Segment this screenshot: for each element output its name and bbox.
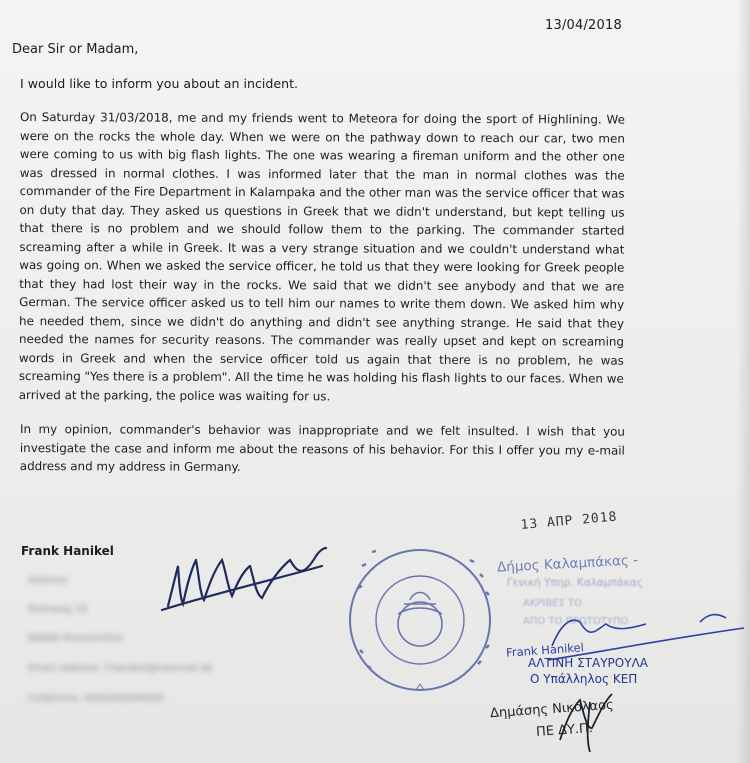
redacted-street: Rothweg 10 [28,604,88,615]
signatory-office: ΠΕ ΔΥ.Π. [535,721,594,740]
handwritten-name: Frank Hanikel [505,640,585,660]
stamp-line-3: ΑΚΡΙΒΕΣ ΤΟ [523,598,583,609]
sender-name: Frank Hanikel [21,544,114,558]
intro-line: I would like to inform you about an incident. [20,76,299,91]
stamp-line-4: ΑΠΟ ΤΟ ΠΡΩΤΟΤΥΠΟ [523,616,629,627]
municipality-stamp-title: Δήμος Καλαμπάκας - [496,552,639,576]
stamp-line-2: Γενική Υπηρ. Καλαμπάκας [507,577,643,589]
request-paragraph: In my opinion, commander's behavior was inappropriate and we felt insulted. I wish that you investigate the case and inform me about the reasons of his behavior. For this I offer you my e-mail address and my address in Germany. [19,421,625,474]
redacted-address-label: Address [28,575,68,586]
incident-paragraph: On Saturday 31/03/2018, me and my friends went to Meteora for doing the sport of Highlining. We were on the rocks the whole day. When we were on the pathway down to reach our car, two men were coming to us with big flash lights. The one was wearing a fireman uniform and the other one was dressed in normal clothes. I was informed later that the man in normal clothes was the commander of the Fire Department in Kalampaka and the other man was the service officer that was on duty that day. They asked us questions in Greek that we didn't understand, but kept telling us that there is no problem and we should follow them to the parking. The commander started screaming after a while in Greek. It was a very strange situation and we couldn't understand what was going on. When we asked the service officer, he told us that they were looking for Greek people that they had lost their way in the rocks. We said that we didn't see anybody and that we are German. The service officer asked us to tell him our names to write them down. We asked him why he needed them, since we didn't do anything and didn't see anything strange. He said that they needed the names for security reasons. The commander was really upset and kept on screaming words in Greek and when the service officer told us again that there is no problem, he was screaming "Yes there is a problem". All the time he was holding his flash lights to our faces. When we arrived at the parking, the police was waiting for us. [18,109,625,403]
sender-signature [162,548,326,610]
redacted-phone: Cellphone: 0000/00000000 [28,693,165,704]
redacted-email: Email address: f.hanikel@hanmail.de [28,663,213,674]
officer-name: ΑΛΤΙΝΗ ΣΤΑΥΡΟΥΛΑ [528,656,648,670]
redacted-city: 88888 Muesterfeld [28,633,123,644]
letter-date: 13/04/2018 [545,18,622,33]
salutation: Dear Sir or Madam, [12,42,139,57]
officer-title: Ο Υπάλληλος ΚΕΠ [530,672,638,686]
signatory-name: Δημάσης Νικόλαος [489,697,615,722]
official-seal [350,550,490,690]
received-date-stamp: 13 АПР 2018 [520,509,619,533]
